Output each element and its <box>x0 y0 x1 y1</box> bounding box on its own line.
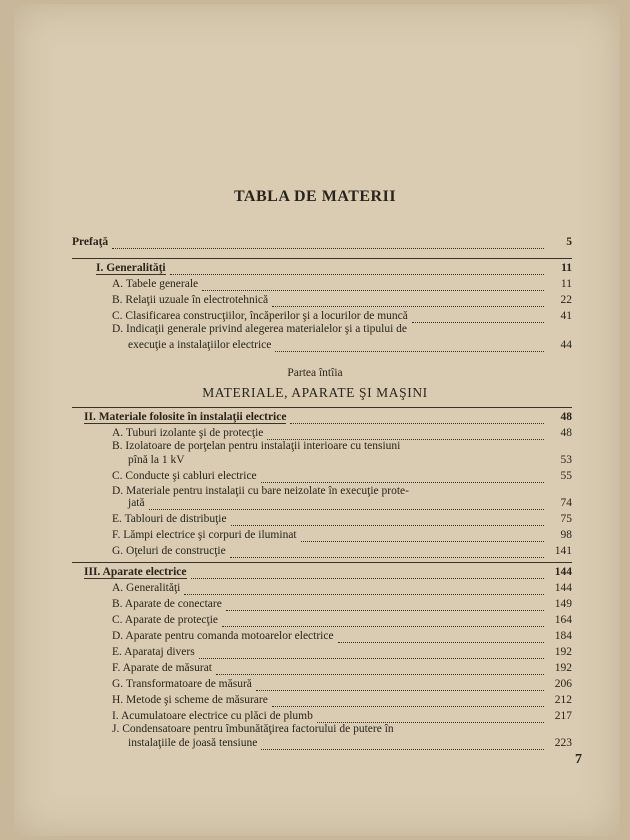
toc-label: G. Oţeluri de construcţie <box>112 545 226 557</box>
toc-entry <box>128 339 572 352</box>
toc-page: 144 <box>554 566 572 578</box>
toc-entry <box>112 646 572 659</box>
page-title: TABLA DE MATERII <box>233 188 397 205</box>
toc-label-cont: pînă la 1 kV <box>128 454 185 466</box>
toc-label: I. Generalităţi <box>96 262 166 274</box>
toc-label: D. Indicaţii generale privind alegerea materialelor şi a tipului de <box>112 323 408 335</box>
toc-entry <box>128 454 572 467</box>
toc-entry <box>112 678 572 691</box>
toc-page: 164 <box>554 614 572 626</box>
dot-leader <box>202 281 544 291</box>
dot-leader <box>301 532 544 542</box>
toc-page: 22 <box>560 294 572 306</box>
dot-leader <box>191 569 544 579</box>
toc-page: 41 <box>560 310 572 322</box>
dot-leader <box>290 414 544 424</box>
toc-entry <box>112 278 572 291</box>
toc-label: C. Clasificarea construcţiilor, încăperilor şi a locurilor de muncă <box>112 310 408 322</box>
dot-leader <box>256 681 544 691</box>
toc-label: III. Aparate electrice <box>84 566 187 578</box>
toc-label: A. Tabele generale <box>112 278 199 290</box>
toc-page: 141 <box>554 545 572 557</box>
toc-label: C. Conducte şi cabluri electrice <box>112 470 257 482</box>
part-subtitle: Partea întîia <box>287 367 343 379</box>
toc-entry <box>112 513 572 526</box>
toc-page: 48 <box>560 411 572 423</box>
toc-label: II. Materiale folosite în instalaţii electrice <box>84 411 287 423</box>
toc-entry <box>112 294 572 307</box>
toc-label: E. Aparataj divers <box>112 646 195 658</box>
toc-page: 192 <box>554 646 572 658</box>
toc-page: 44 <box>560 339 572 351</box>
toc-label-cont: execuţie a instalaţiilor electrice <box>128 339 272 351</box>
toc-label: J. Condensatoare pentru îmbunătăţirea factorului de putere în <box>112 723 394 735</box>
toc-label: E. Tablouri de distribuţie <box>112 513 227 525</box>
toc-page: 5 <box>566 236 572 248</box>
dot-leader <box>149 500 544 510</box>
toc-entry <box>112 582 572 595</box>
page-number: 7 <box>575 752 582 767</box>
toc-label: F. Aparate de măsurat <box>112 662 212 674</box>
dot-leader <box>189 457 544 467</box>
toc-section-2 <box>84 411 572 424</box>
dot-leader <box>222 617 544 627</box>
toc-label-cont: instalaţiile de joasă tensiune <box>128 737 258 749</box>
toc-page: 11 <box>560 278 572 290</box>
toc-page: 184 <box>554 630 572 642</box>
toc-page: 192 <box>554 662 572 674</box>
toc-entry <box>128 737 572 750</box>
toc-section-1 <box>96 262 572 275</box>
dot-leader <box>226 601 544 611</box>
toc-entry <box>112 694 572 707</box>
dot-leader <box>275 342 544 352</box>
dot-leader <box>267 430 544 440</box>
toc-label: F. Lămpi electrice şi corpuri de iluminat <box>112 529 297 541</box>
toc-label: I. Acumulatoare electrice cu plăci de plumb <box>112 710 313 722</box>
toc-page: 217 <box>554 710 572 722</box>
divider-line <box>72 562 572 563</box>
dot-leader <box>199 649 544 659</box>
toc-entry <box>112 598 572 611</box>
dot-leader <box>261 740 544 750</box>
dot-leader <box>317 713 544 723</box>
toc-page: 74 <box>560 497 572 509</box>
toc-label: G. Transformatoare de măsură <box>112 678 252 690</box>
toc-page: 48 <box>560 427 572 439</box>
dot-leader <box>338 633 544 643</box>
toc-entry <box>112 614 572 627</box>
toc-page: 149 <box>554 598 572 610</box>
toc-entry <box>112 710 572 723</box>
divider-line <box>72 407 572 408</box>
toc-entry-prefata <box>72 236 572 249</box>
part-heading: MATERIALE, APARATE ŞI MAŞINI <box>202 385 428 400</box>
dot-leader <box>272 697 544 707</box>
toc-label: B. Relaţii uzuale în electrotehnică <box>112 294 269 306</box>
dot-leader <box>216 665 544 675</box>
toc-page: 55 <box>560 470 572 482</box>
toc-label: B. Aparate de conectare <box>112 598 222 610</box>
toc-entry <box>112 310 572 323</box>
toc-entry <box>112 529 572 542</box>
toc-label: A. Tuburi izolante şi de protecţie <box>112 427 264 439</box>
toc-page: 212 <box>554 694 572 706</box>
dot-leader <box>112 239 544 249</box>
toc-label: D. Aparate pentru comanda motoarelor electrice <box>112 630 334 642</box>
toc-entry <box>112 470 572 483</box>
divider-line <box>72 258 572 259</box>
toc-entry <box>112 662 572 675</box>
dot-leader <box>231 516 544 526</box>
dot-leader <box>412 313 544 323</box>
toc-page: 11 <box>561 262 572 274</box>
toc-entry <box>112 545 572 558</box>
toc-page: 98 <box>560 529 572 541</box>
dot-leader <box>261 473 544 483</box>
dot-leader <box>170 265 544 275</box>
toc-label-cont: jată <box>128 497 145 509</box>
dot-leader <box>184 585 544 595</box>
dot-leader <box>272 297 544 307</box>
toc-entry <box>112 630 572 643</box>
toc-entry <box>112 427 572 440</box>
toc-label: D. Materiale pentru instalaţii cu bare neizolate în execuţie prote- <box>112 485 409 497</box>
toc-label: C. Aparate de protecţie <box>112 614 219 626</box>
toc-label: H. Metode şi scheme de măsurare <box>112 694 268 706</box>
toc-label: A. Generalităţi <box>112 582 181 594</box>
toc-page: 223 <box>554 737 572 749</box>
toc-page: 144 <box>554 582 572 594</box>
toc-page: 206 <box>554 678 572 690</box>
dot-leader <box>230 548 544 558</box>
toc-entry <box>128 497 572 510</box>
toc-label: B. Izolatoare de porţelan pentru instalaţii interioare cu tensiuni <box>112 440 401 452</box>
toc-section-3 <box>84 566 572 579</box>
toc-page: 75 <box>560 513 572 525</box>
toc-label: Prefaţă <box>72 236 109 248</box>
toc-page: 53 <box>560 454 572 466</box>
